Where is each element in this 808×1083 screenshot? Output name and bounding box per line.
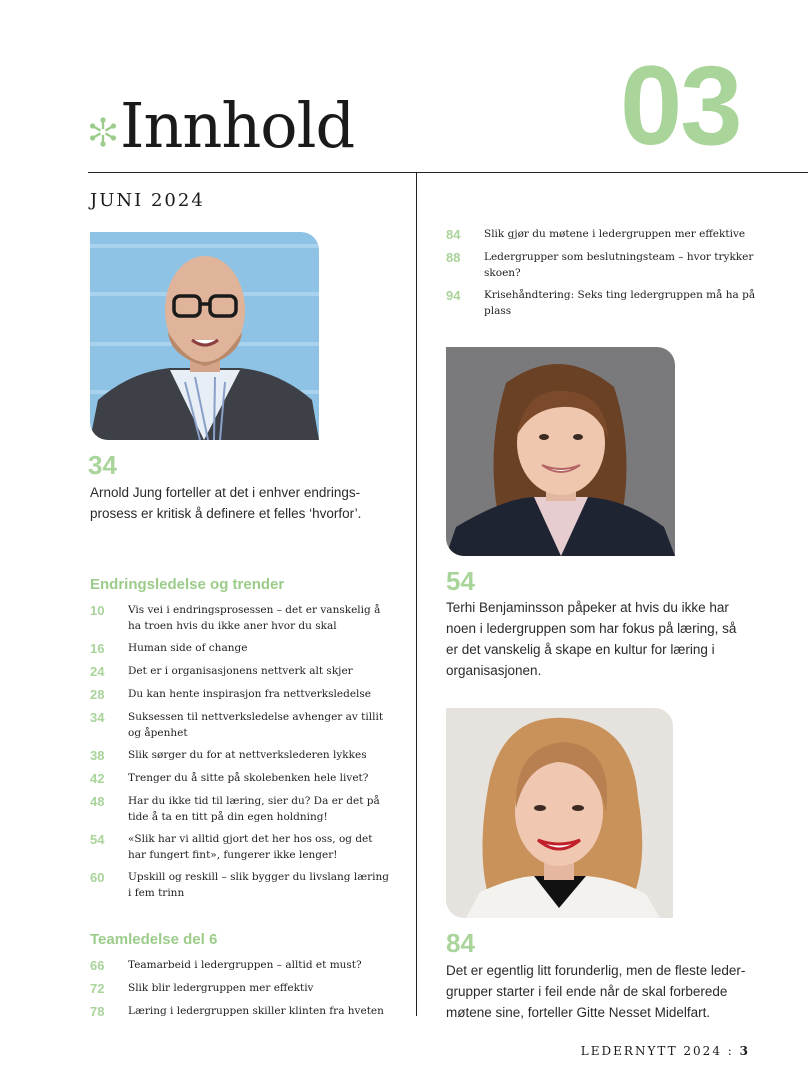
toc-page-number: 24 [90,664,105,679]
toc-page-number: 34 [90,710,105,725]
issue-date: JUNI 2024 [90,190,205,211]
toc-page-number: 72 [90,981,105,996]
section-heading: Teamledelse del 6 [90,931,218,948]
toc-title: Har du ikke tid til læring, sier du? Da er det på tide å ta en titt på din egen holdning! [128,795,380,823]
toc-page-number: 88 [446,250,461,265]
toc-item[interactable] [90,709,390,741]
feature-page-number: 84 [446,928,475,958]
toc-page-number: 10 [90,603,105,618]
toc-title: Teamarbeid i ledergruppen – alltid et must? [128,959,362,971]
toc-title: Vis vei i endringsprosessen – det er vanskelig å ha troen hvis du ikke aner hvor du skal [128,604,381,632]
toc-page-number: 84 [446,227,461,242]
vertical-divider [416,172,417,1016]
page-number-large: 03 [620,43,741,168]
toc-item[interactable] [90,686,390,703]
page-title: Innhold [120,89,355,162]
toc-page-number: 42 [90,771,105,786]
toc-list [90,602,390,907]
toc-item[interactable] [90,747,390,764]
feature-teaser: Terhi Benjaminsson påpeker at hvis du ikke har noen i ledergruppen som har fokus på læring, så er det vanskelig å skape en kultur for læring i organisasjonen. [446,600,737,678]
toc-page-number: 16 [90,641,105,656]
toc-item[interactable] [90,869,390,901]
toc-title: Suksessen til nettverksledelse avhenger av tillit og åpenhet [128,711,384,739]
toc-title: Du kan hente inspirasjon fra nettverksledelse [128,688,371,700]
footer-page-number: 3 [739,1044,750,1058]
toc-item[interactable] [90,831,390,863]
page-footer [581,1044,750,1058]
horizontal-divider [88,172,808,173]
toc-title: «Slik har vi alltid gjort det her hos oss, og det har fungert fint», fungerer ikke lenger! [128,833,373,861]
toc-item[interactable] [446,226,766,243]
toc-title: Slik gjør du møtene i ledergruppen mer effektive [484,228,746,240]
toc-page-number: 78 [90,1004,105,1019]
toc-item[interactable] [90,793,390,825]
toc-title: Human side of change [128,642,248,654]
feature-page-number: 34 [88,450,117,480]
toc-page-number: 28 [90,687,105,702]
feature-page-number: 54 [446,566,475,596]
toc-title: Slik blir ledergruppen mer effektiv [128,982,314,994]
asterisk-flower-icon [88,117,118,147]
toc-title: Læring i ledergruppen skiller klinten fra hveten [128,1005,384,1017]
toc-item[interactable] [90,980,390,997]
toc-title: Trenger du å sitte på skolebenken hele livet? [128,772,369,784]
toc-item[interactable] [90,1003,390,1020]
section-heading: Endringsledelse og trender [90,576,285,593]
magazine-name: LEDERNYTT 2024 : [580,1044,734,1058]
photo-arnold-jung [90,232,319,440]
feature-teaser: Arnold Jung forteller at det i enhver endringsprosess er kritisk å definere et felles ‘hvorfor’. [90,485,362,521]
toc-page-number: 66 [90,958,105,973]
toc-item[interactable] [446,287,766,319]
toc-list [446,226,766,325]
toc-page-number: 60 [90,870,105,885]
photo-gitte-nesset-midelfart [446,708,673,918]
toc-item[interactable] [90,640,390,657]
toc-item[interactable] [90,770,390,787]
toc-title: Upskill og reskill – slik bygger du livslang læring i fem trinn [128,871,389,899]
toc-page-number: 54 [90,832,105,847]
toc-page-number: 94 [446,288,461,303]
toc-title: Ledergrupper som beslutningsteam – hvor trykker skoen? [484,251,754,279]
toc-list [90,957,390,1026]
feature-teaser: Det er egentlig litt forunderlig, men de fleste ledergrupper starter i feil ende når de skal forberede møtene sine, forteller Gitte Nesset Midelfart. [446,963,746,1020]
toc-title: Det er i organisasjonens nettverk alt skjer [128,665,353,677]
toc-item[interactable] [90,663,390,680]
photo-terhi-benjaminsson [446,347,675,556]
toc-page-number: 38 [90,748,105,763]
toc-item[interactable] [90,602,390,634]
toc-title: Krisehåndtering: Seks ting ledergruppen må ha på plass [484,289,756,317]
toc-item[interactable] [90,957,390,974]
toc-title: Slik sørger du for at nettverkslederen lykkes [128,749,367,761]
toc-item[interactable] [446,249,766,281]
toc-page-number: 48 [90,794,105,809]
